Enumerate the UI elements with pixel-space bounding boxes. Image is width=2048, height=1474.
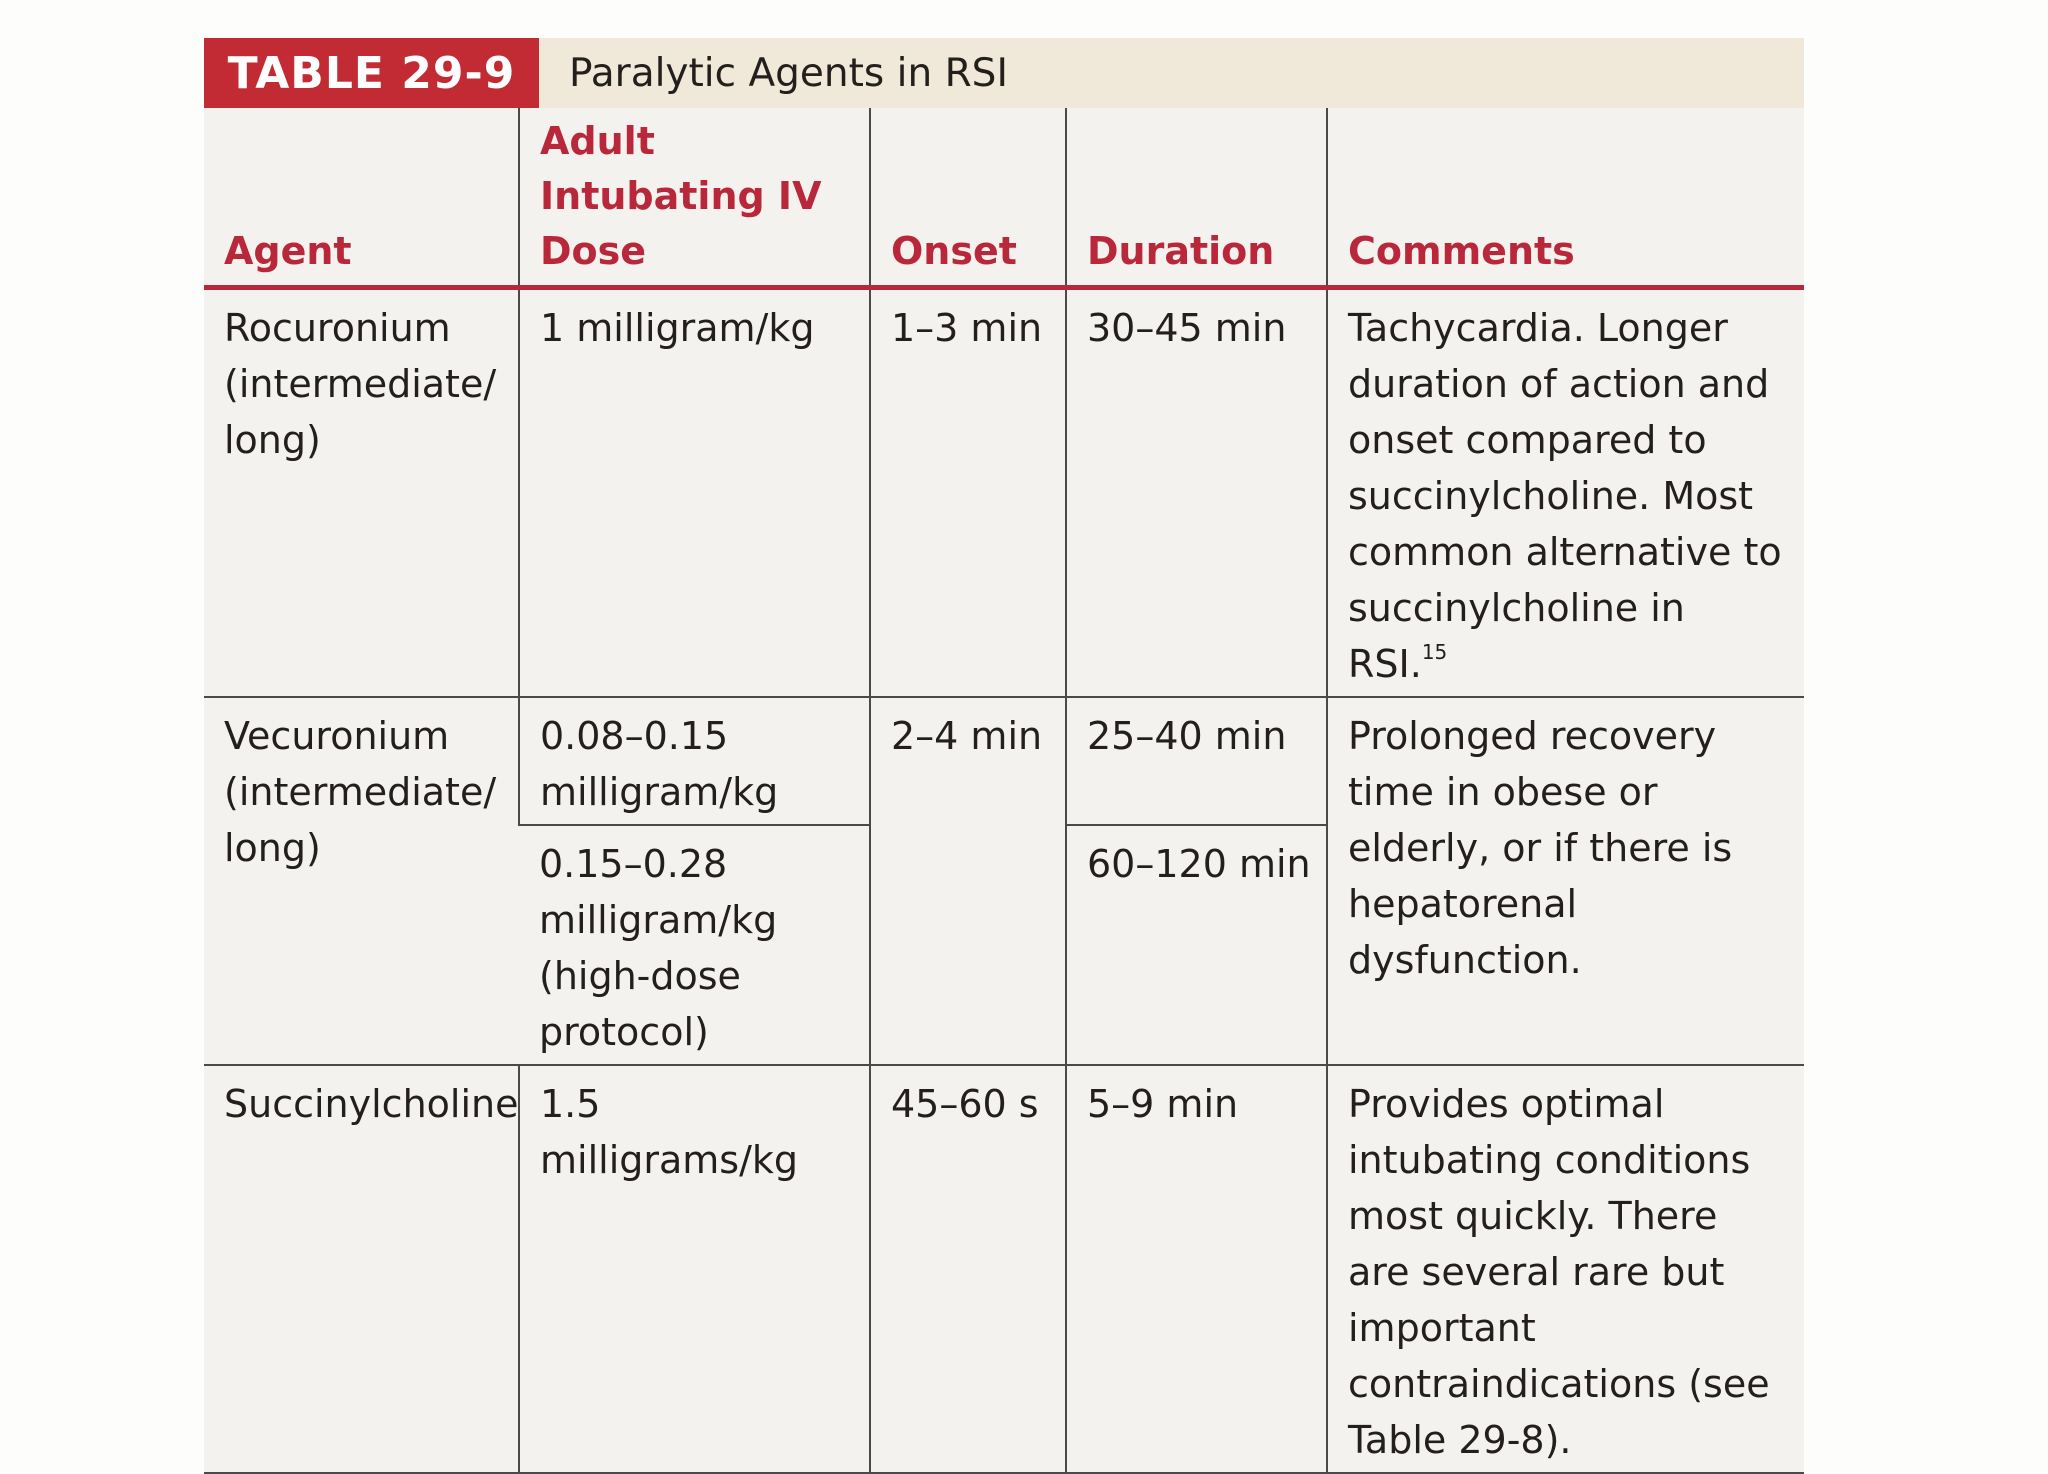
reference-superscript: 15 bbox=[1421, 640, 1448, 664]
cell-comments bbox=[1327, 288, 1804, 698]
cell-dose: 1.5 milligrams/kg bbox=[519, 1065, 870, 1473]
cell-comments: Prolonged recovery time in obese or elderly, or if there is hepatorenal dysfunction. bbox=[1327, 697, 1804, 1065]
table-row-succinylcholine bbox=[204, 1065, 1804, 1473]
data-table bbox=[204, 108, 1804, 1474]
comments-text: Tachycardia. Longer duration of action and onset compared to succinylcholine. Most common alternative to succinylcholine in RSI. bbox=[1348, 306, 1782, 686]
table-header bbox=[204, 108, 1804, 288]
cell-agent: Vecuronium (intermediate/ long) bbox=[204, 697, 519, 1065]
cell-duration: 5–9 min bbox=[1066, 1065, 1327, 1473]
paralytic-agents-table bbox=[204, 38, 1804, 1474]
cell-duration-standard: 25–40 min bbox=[1066, 697, 1327, 825]
cell-dose: 1 milligram/kg bbox=[519, 288, 870, 698]
cell-onset: 1–3 min bbox=[870, 288, 1066, 698]
table-number-label: TABLE 29-9 bbox=[204, 38, 539, 108]
header-comments: Comments bbox=[1327, 108, 1804, 288]
cell-agent: Succinylcholine bbox=[204, 1065, 519, 1473]
cell-dose-standard: 0.08–0.15 milligram/kg bbox=[519, 697, 870, 825]
header-onset: Onset bbox=[870, 108, 1066, 288]
table-row-vecuronium-standard bbox=[204, 697, 1804, 825]
header-row bbox=[204, 108, 1804, 288]
cell-onset: 45–60 s bbox=[870, 1065, 1066, 1473]
table-title: Paralytic Agents in RSI bbox=[569, 50, 1008, 96]
header-dose: Adult Intubating IV Dose bbox=[519, 108, 870, 288]
cell-comments: Provides optimal intubating conditions most quickly. There are several rare but important contraindications (see Table 29-8). bbox=[1327, 1065, 1804, 1473]
header-duration: Duration bbox=[1066, 108, 1327, 288]
cell-agent: Rocuronium (intermediate/ long) bbox=[204, 288, 519, 698]
table-body bbox=[204, 288, 1804, 1474]
cell-dose-high: 0.15–0.28 milligram/kg (high-dose protocol) bbox=[519, 825, 870, 1065]
cell-duration-high: 60–120 min bbox=[1066, 825, 1327, 1065]
header-agent: Agent bbox=[204, 108, 519, 288]
table-row-rocuronium bbox=[204, 288, 1804, 698]
cell-onset: 2–4 min bbox=[870, 697, 1066, 1065]
cell-duration: 30–45 min bbox=[1066, 288, 1327, 698]
table-caption bbox=[204, 38, 1804, 108]
